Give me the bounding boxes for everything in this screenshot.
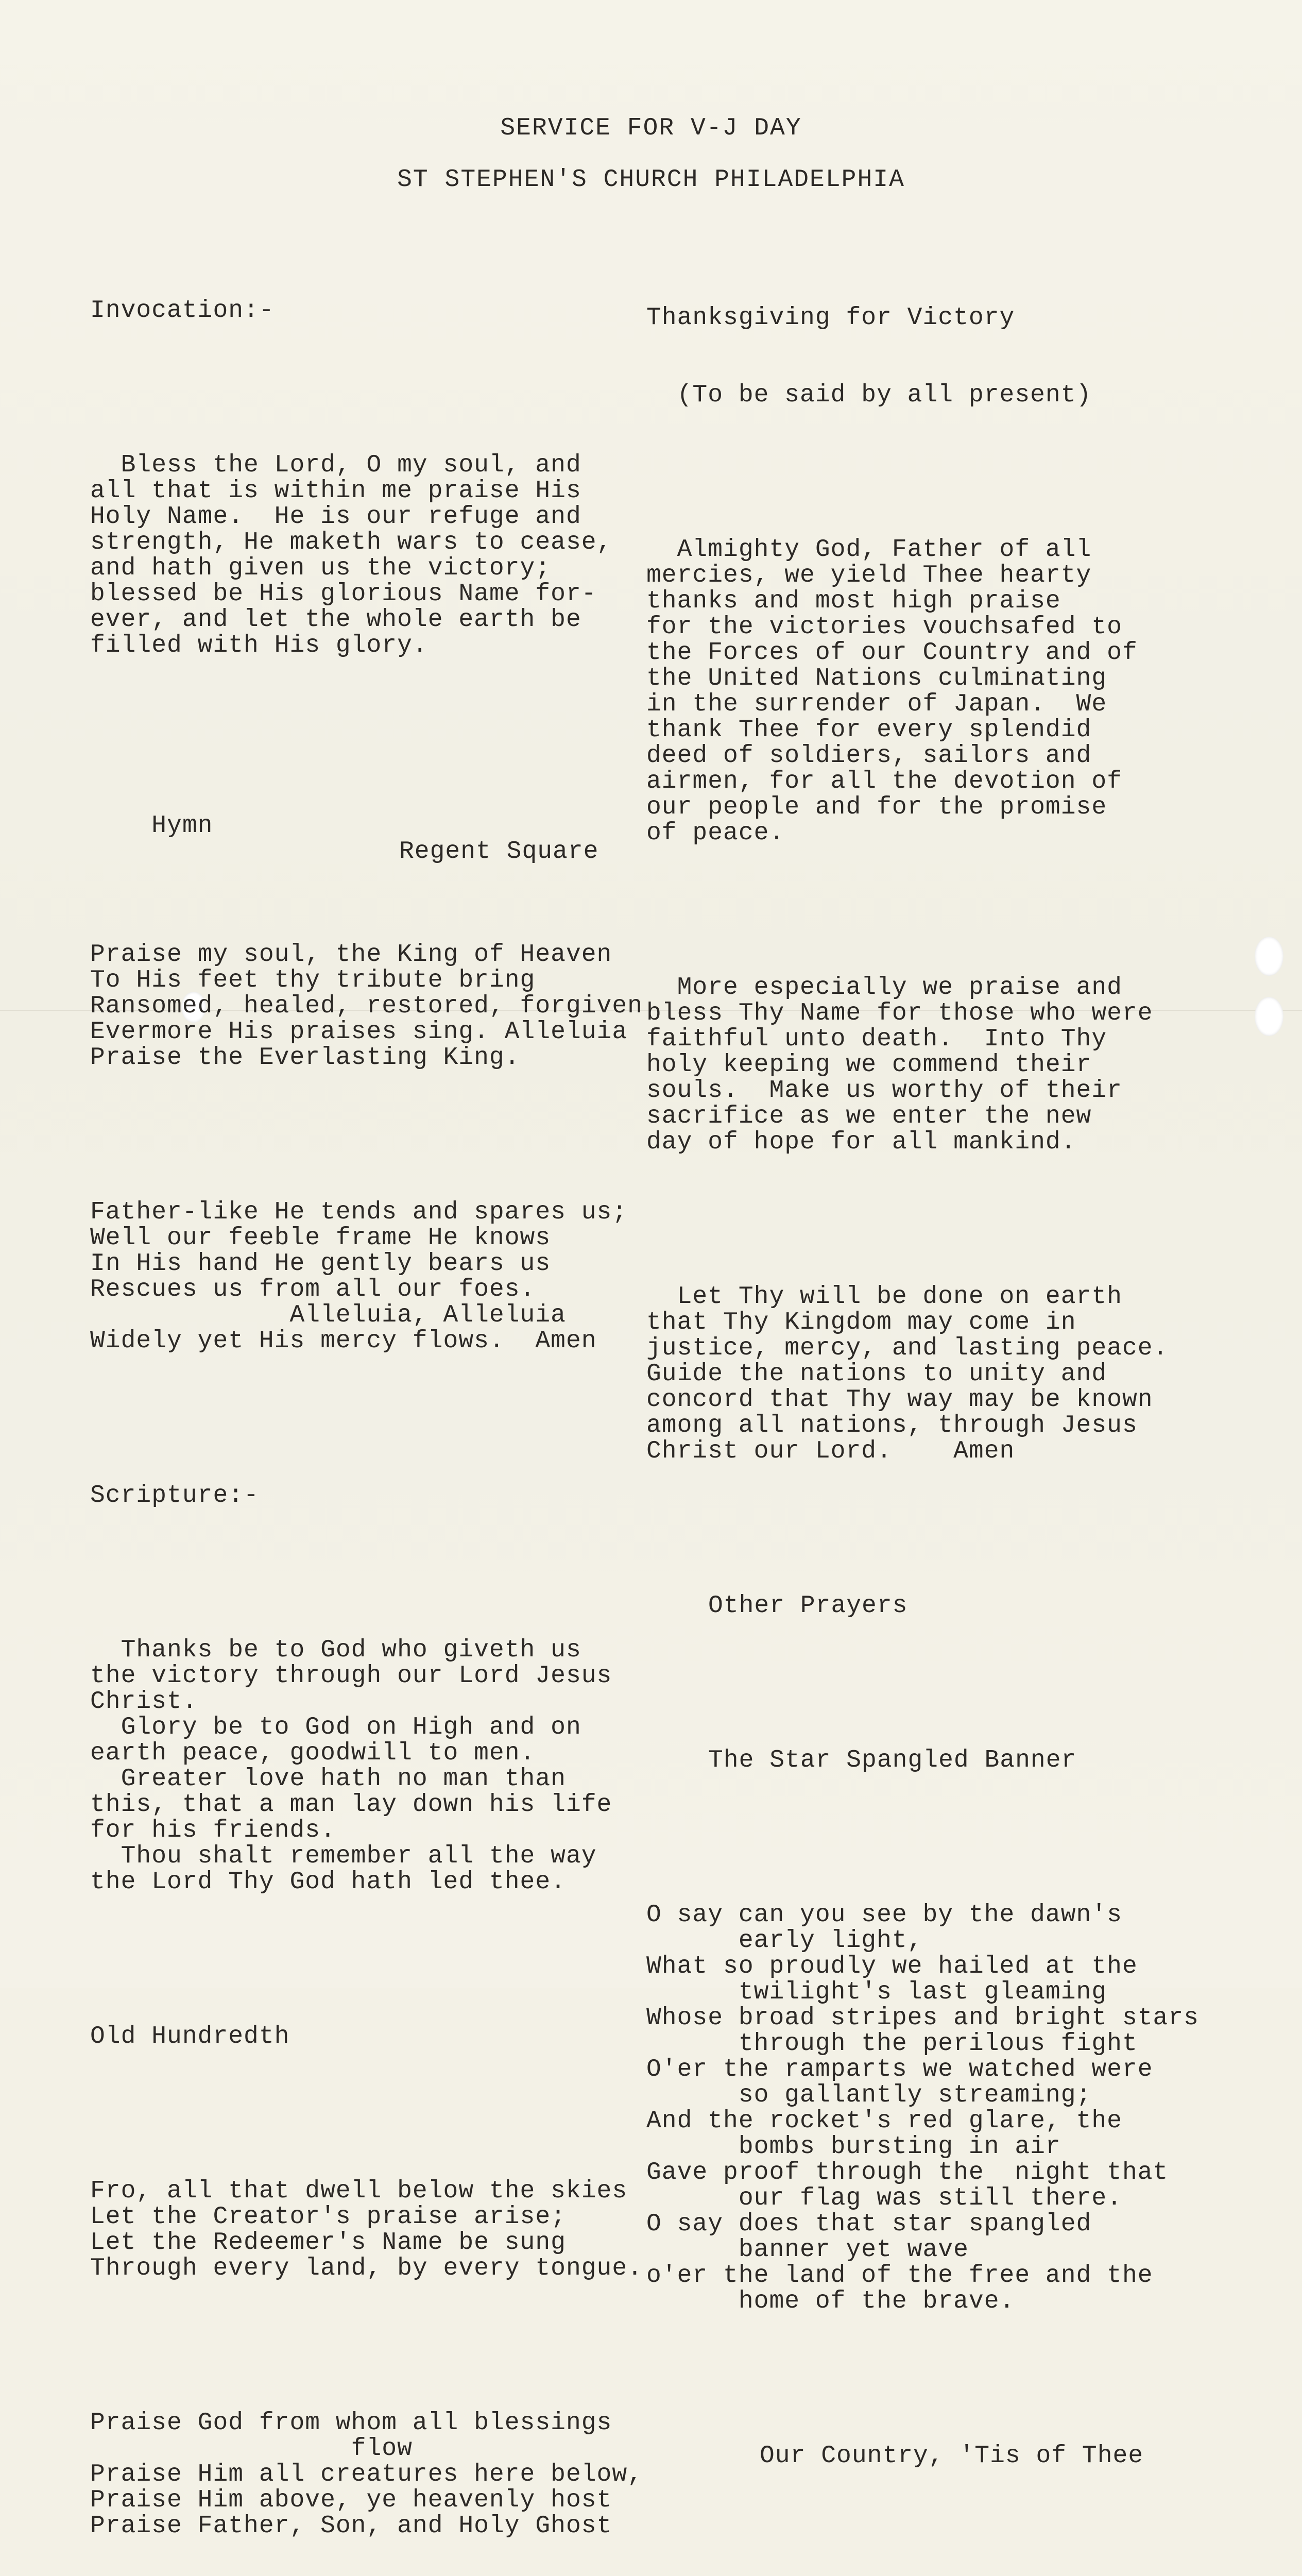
text-line: our flag was still there.: [646, 2184, 1122, 2212]
text-line: O'er the ramparts we watched were: [646, 2056, 1153, 2083]
text-line: Alleluia, Alleluia: [90, 1301, 566, 1329]
text-line: Guide the nations to unity and: [646, 1360, 1107, 1388]
text-line: the victory through our Lord Jesus: [90, 1662, 612, 1690]
text-line: Glory be to God on High and on: [90, 1714, 581, 1741]
text-line: earth peace, goodwill to men.: [90, 1739, 536, 1767]
thanksgiving-subheading: (To be said by all present): [646, 381, 1092, 409]
text-line: all that is within me praise His: [90, 477, 581, 505]
left-column: [90, 246, 646, 2576]
text-line: Rescues us from all our foes.: [90, 1276, 536, 1303]
text-line: O say does that star spangled: [646, 2210, 1092, 2238]
text-line: banner yet wave: [646, 2236, 969, 2264]
text-line: Father-like He tends and spares us;: [90, 1198, 628, 1226]
thanksgiving-heading: Thanksgiving for Victory: [646, 304, 1015, 332]
text-line: Bless the Lord, O my soul, and: [90, 451, 581, 479]
text-line: strength, He maketh wars to cease,: [90, 529, 612, 556]
hymn-label: Hymn: [151, 812, 213, 840]
text-line: twilight's last gleaming: [646, 1978, 1107, 2006]
text-line: that Thy Kingdom may come in: [646, 1309, 1076, 1336]
text-line: our people and for the promise: [646, 793, 1107, 821]
text-line: souls. Make us worthy of their: [646, 1077, 1122, 1105]
text-line: Gave proof through the night that: [646, 2159, 1169, 2187]
text-line: Evermore His praises sing. Alleluia: [90, 1018, 628, 1046]
text-line: the Forces of our Country and of: [646, 639, 1138, 667]
text-line: early light,: [646, 1927, 923, 1955]
text-line: bombs bursting in air: [646, 2133, 1061, 2161]
text-line: Praise Him all creatures here below,: [90, 2461, 643, 2488]
scripture-heading: Scripture:-: [90, 1482, 259, 1510]
old-hundredth-verse-1: [90, 2178, 646, 2281]
text-line: airmen, for all the devotion of: [646, 768, 1122, 795]
text-line: home of the brave.: [646, 2287, 1015, 2315]
text-line: of peace.: [646, 819, 785, 847]
text-line: Well our feeble frame He knows: [90, 1224, 551, 1252]
text-line: Praise my soul, the King of Heaven: [90, 941, 612, 969]
text-line: Christ our Lord. Amen: [646, 1437, 1015, 1465]
text-line: Let the Redeemer's Name be sung: [90, 2229, 566, 2257]
text-line: Let Thy will be done on earth: [646, 1283, 1122, 1311]
text-line: filled with His glory.: [90, 632, 428, 659]
text-line: Christ.: [90, 1688, 198, 1716]
text-line: Greater love hath no man than: [90, 1765, 566, 1793]
anthem-heading: The Star Spangled Banner: [708, 1747, 1077, 1774]
right-column: [646, 253, 1290, 2576]
hymn-verse-2: [90, 1199, 646, 1354]
text-line: In His hand He gently bears us: [90, 1250, 551, 1278]
hymn-verse-1: [90, 942, 646, 1071]
text-line: faithful unto death. Into Thy: [646, 1025, 1107, 1053]
text-line: Thanks be to God who giveth us: [90, 1636, 581, 1664]
text-line: bless Thy Name for those who were: [646, 999, 1153, 1027]
thanksgiving-paragraph-3: [646, 1284, 1290, 1464]
old-hundredth-verse-2: [90, 2410, 646, 2539]
text-line: To His feet thy tribute bring: [90, 967, 536, 994]
text-line: What so proudly we hailed at the: [646, 1953, 1138, 1980]
text-line: deed of soldiers, sailors and: [646, 742, 1092, 770]
text-line: O say can you see by the dawn's: [646, 1901, 1122, 1929]
text-line: for his friends.: [90, 1817, 336, 1844]
text-line: through the perilous fight: [646, 2030, 1138, 2058]
text-line: Ransomed, healed, restored, forgiven: [90, 992, 643, 1020]
text-line: mercies, we yield Thee hearty: [646, 562, 1092, 589]
text-line: flow: [90, 2435, 413, 2463]
text-line: Let the Creator's praise arise;: [90, 2203, 566, 2231]
text-line: ever, and let the whole earth be: [90, 606, 581, 634]
text-line: day of hope for all mankind.: [646, 1128, 1076, 1156]
text-line: blessed be His glorious Name for-: [90, 580, 597, 608]
text-line: in the surrender of Japan. We: [646, 690, 1107, 718]
text-line: More especially we praise and: [646, 974, 1122, 1002]
scripture-text: [90, 1637, 646, 1895]
text-line: among all nations, through Jesus: [646, 1412, 1138, 1439]
text-line: Whose broad stripes and bright stars: [646, 2004, 1199, 2032]
text-line: Praise the Everlasting King.: [90, 1044, 520, 1072]
text-line: thank Thee for every splendid: [646, 716, 1092, 744]
thanksgiving-paragraph-1: [646, 537, 1290, 846]
invocation-text: [90, 452, 646, 658]
invocation-heading: Invocation:-: [90, 297, 275, 325]
page-subtitle: ST STEPHEN'S CHURCH PHILADELPHIA: [397, 166, 905, 194]
other-prayers-heading: Other Prayers: [708, 1592, 908, 1620]
page-title: SERVICE FOR V-J DAY: [500, 114, 802, 142]
hymn-heading: [90, 787, 646, 866]
text-line: justice, mercy, and lasting peace.: [646, 1334, 1169, 1362]
hymn-tune: Regent Square: [399, 838, 599, 866]
text-line: sacrifice as we enter the new: [646, 1103, 1092, 1130]
text-line: And the rocket's red glare, the: [646, 2107, 1122, 2135]
old-hundredth-heading: Old Hundredth: [90, 2023, 290, 2050]
text-line: Holy Name. He is our refuge and: [90, 503, 581, 531]
text-line: so gallantly streaming;: [646, 2081, 1092, 2109]
text-line: thanks and most high praise: [646, 587, 1061, 615]
text-line: the United Nations culminating: [646, 665, 1107, 692]
text-line: o'er the land of the free and the: [646, 2262, 1153, 2290]
text-line: for the victories vouchsafed to: [646, 613, 1122, 641]
text-line: and hath given us the victory;: [90, 554, 551, 582]
text-line: Thou shalt remember all the way: [90, 1842, 597, 1870]
text-line: Praise Him above, ye heavenly host: [90, 2486, 612, 2514]
text-line: Praise Father, Son, and Holy Ghost: [90, 2512, 612, 2540]
text-line: this, that a man lay down his life: [90, 1791, 612, 1819]
text-line: Widely yet His mercy flows. Amen: [90, 1327, 597, 1355]
text-line: holy keeping we commend their: [646, 1051, 1092, 1079]
text-line: Praise God from whom all blessings: [90, 2409, 612, 2437]
anthem-text: [646, 1902, 1290, 2314]
text-line: concord that Thy way may be known: [646, 1386, 1153, 1414]
country-heading: Our Country, 'Tis of Thee: [760, 2442, 1144, 2470]
text-line: the Lord Thy God hath led thee.: [90, 1868, 566, 1896]
text-line: Through every land, by every tongue.: [90, 2255, 643, 2282]
text-line: Almighty God, Father of all: [646, 536, 1092, 564]
text-line: Fro, all that dwell below the skies: [90, 2177, 628, 2205]
thanksgiving-paragraph-2: [646, 975, 1290, 1155]
